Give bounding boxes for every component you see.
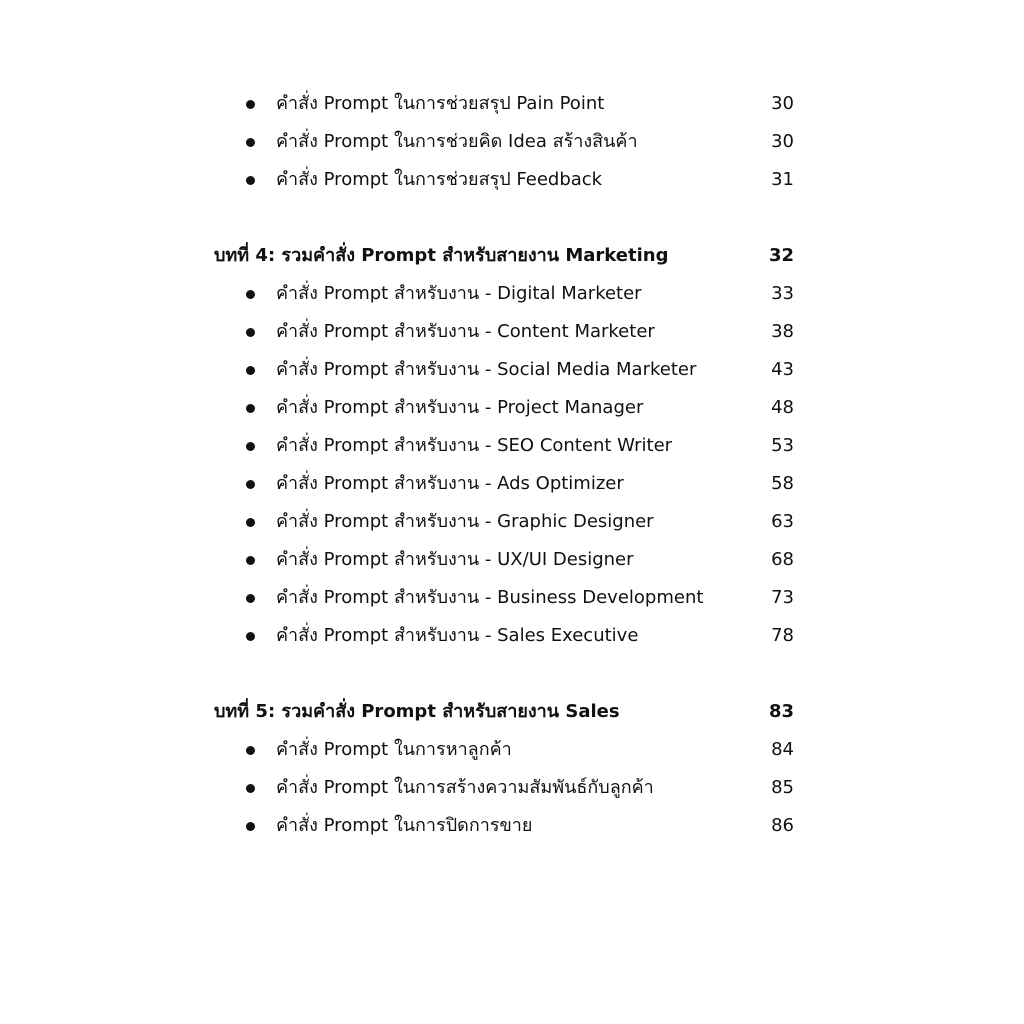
toc-item-page: 68 bbox=[771, 549, 794, 570]
toc-item-page: 85 bbox=[771, 777, 794, 798]
toc-item-label: คำสั่ง Prompt สำหรับงาน - Ads Optimizer bbox=[276, 473, 624, 494]
bullet-icon bbox=[246, 290, 255, 299]
toc-item[interactable] bbox=[214, 351, 794, 389]
toc-item[interactable] bbox=[214, 85, 794, 123]
bullet-icon bbox=[246, 100, 255, 109]
toc-item-label: คำสั่ง Prompt สำหรับงาน - Graphic Designer bbox=[276, 511, 654, 532]
toc-item[interactable] bbox=[214, 731, 794, 769]
toc-item-label: คำสั่ง Prompt สำหรับงาน - UX/UI Designer bbox=[276, 549, 634, 570]
toc-item-page: 84 bbox=[771, 739, 794, 760]
toc-item-page: 43 bbox=[771, 359, 794, 380]
toc-item-page: 63 bbox=[771, 511, 794, 532]
bullet-icon bbox=[246, 822, 255, 831]
toc-item-label: คำสั่ง Prompt สำหรับงาน - SEO Content Writer bbox=[276, 435, 673, 456]
bullet-icon bbox=[246, 632, 255, 641]
toc-item[interactable] bbox=[214, 123, 794, 161]
bullet-icon bbox=[246, 366, 255, 375]
toc-item-label: คำสั่ง Prompt ในการช่วยคิด Idea สร้างสินค้า bbox=[276, 131, 638, 152]
toc-item-label: คำสั่ง Prompt สำหรับงาน - Social Media Marketer bbox=[276, 359, 697, 380]
toc-item[interactable] bbox=[214, 579, 794, 617]
toc-item-page: 48 bbox=[771, 397, 794, 418]
toc-item-label: คำสั่ง Prompt ในการสร้างความสัมพันธ์กับลูกค้า bbox=[276, 777, 654, 798]
toc-item[interactable] bbox=[214, 503, 794, 541]
bullet-icon bbox=[246, 746, 255, 755]
chapter-title: บทที่ 4: รวมคำสั่ง Prompt สำหรับสายงาน Marketing bbox=[214, 245, 669, 266]
toc-item-page: 31 bbox=[771, 169, 794, 190]
toc-item[interactable] bbox=[214, 807, 794, 845]
toc-item-label: คำสั่ง Prompt สำหรับงาน - Sales Executive bbox=[276, 625, 639, 646]
toc-item[interactable] bbox=[214, 541, 794, 579]
toc-item-page: 30 bbox=[771, 93, 794, 114]
bullet-icon bbox=[246, 784, 255, 793]
bullet-icon bbox=[246, 480, 255, 489]
toc-item-label: คำสั่ง Prompt ในการหาลูกค้า bbox=[276, 739, 512, 760]
chapter-heading[interactable] bbox=[214, 693, 794, 731]
toc-item-page: 78 bbox=[771, 625, 794, 646]
toc-item[interactable] bbox=[214, 389, 794, 427]
toc-item-page: 73 bbox=[771, 587, 794, 608]
bullet-icon bbox=[246, 594, 255, 603]
toc-item-page: 38 bbox=[771, 321, 794, 342]
toc-item-label: คำสั่ง Prompt สำหรับงาน - Content Marketer bbox=[276, 321, 655, 342]
chapter-page: 83 bbox=[768, 701, 794, 722]
toc-item[interactable] bbox=[214, 161, 794, 199]
bullet-icon bbox=[246, 442, 255, 451]
toc-item-label: คำสั่ง Prompt สำหรับงาน - Project Manager bbox=[276, 397, 644, 418]
bullet-icon bbox=[246, 404, 255, 413]
toc-item[interactable] bbox=[214, 465, 794, 503]
toc-item[interactable] bbox=[214, 769, 794, 807]
toc-item-page: 30 bbox=[771, 131, 794, 152]
bullet-icon bbox=[246, 176, 255, 185]
bullet-icon bbox=[246, 138, 255, 147]
toc-item-label: คำสั่ง Prompt ในการช่วยสรุป Pain Point bbox=[276, 93, 605, 114]
toc-item[interactable] bbox=[214, 617, 794, 655]
chapter-title: บทที่ 5: รวมคำสั่ง Prompt สำหรับสายงาน Sales bbox=[214, 701, 620, 722]
toc-item-label: คำสั่ง Prompt สำหรับงาน - Digital Marketer bbox=[276, 283, 642, 304]
toc-item-label: คำสั่ง Prompt ในการช่วยสรุป Feedback bbox=[276, 169, 603, 190]
chapter-page: 32 bbox=[768, 245, 794, 266]
toc-item-label: คำสั่ง Prompt สำหรับงาน - Business Development bbox=[276, 587, 704, 608]
toc-item-page: 53 bbox=[771, 435, 794, 456]
toc-item[interactable] bbox=[214, 427, 794, 465]
toc-item-label: คำสั่ง Prompt ในการปิดการขาย bbox=[276, 815, 533, 836]
toc-item-page: 58 bbox=[771, 473, 794, 494]
toc-item-page: 86 bbox=[771, 815, 794, 836]
chapter-heading[interactable] bbox=[214, 237, 794, 275]
toc-item-page: 33 bbox=[771, 283, 794, 304]
table-of-contents bbox=[214, 85, 794, 845]
bullet-icon bbox=[246, 556, 255, 565]
bullet-icon bbox=[246, 518, 255, 527]
bullet-icon bbox=[246, 328, 255, 337]
toc-item[interactable] bbox=[214, 275, 794, 313]
toc-item[interactable] bbox=[214, 313, 794, 351]
